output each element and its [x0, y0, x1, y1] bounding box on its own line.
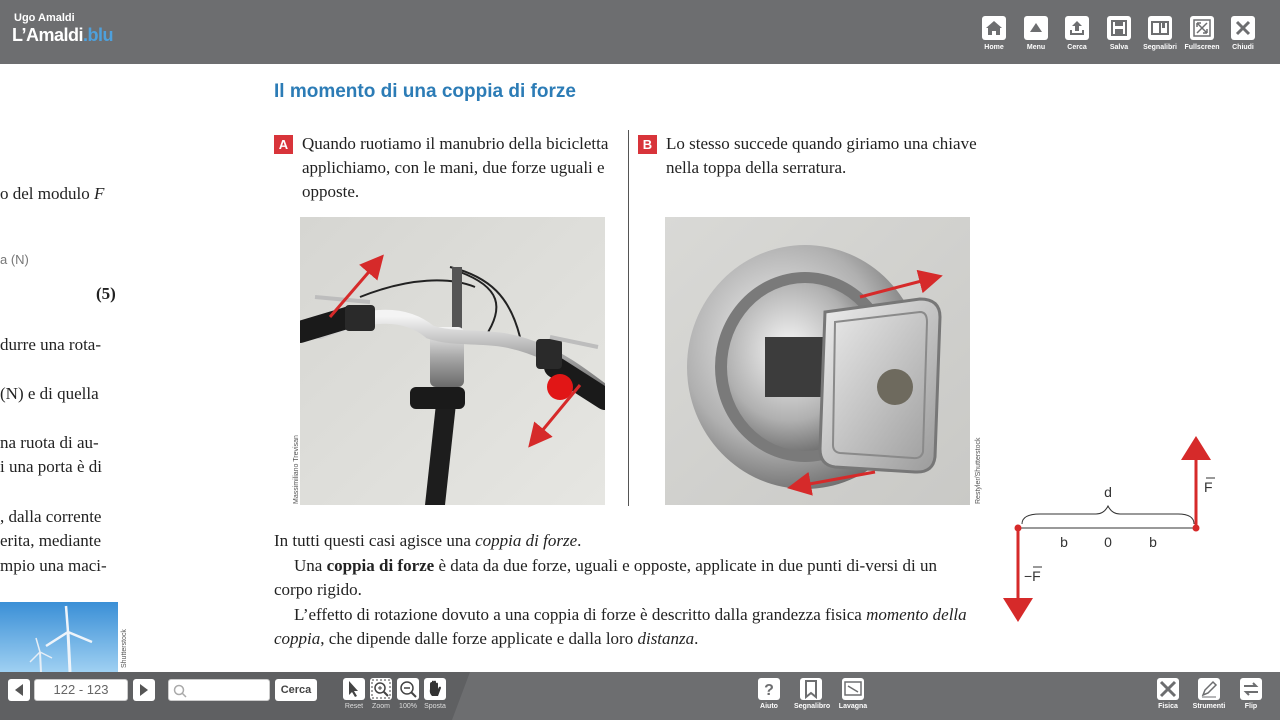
bookmarks-icon: [1148, 16, 1172, 40]
key-lock-photo: [665, 217, 970, 505]
prev-page-button[interactable]: [8, 679, 30, 701]
label-d: d: [1104, 484, 1112, 500]
left-line: a (N): [0, 252, 29, 267]
left-line: na ruota di au-: [0, 433, 99, 452]
sposta-tool[interactable]: Sposta: [423, 678, 447, 710]
section-title: Il momento di una coppia di forze: [274, 81, 576, 102]
segnalibro-button[interactable]: Segnalibro: [794, 678, 828, 710]
left-line: i una porta è di: [0, 457, 102, 476]
pencil-icon: [1198, 678, 1220, 700]
label-b-left: b: [1060, 534, 1068, 550]
badge-b: B: [638, 135, 657, 154]
left-page: [0, 64, 130, 672]
left-line: durre una rota-: [0, 335, 102, 354]
photo-credit-b: Restyler/Shutterstock: [975, 437, 982, 504]
arrow-right-icon: [133, 679, 155, 701]
home-button[interactable]: Home: [973, 16, 1015, 51]
photo-credit-a: Massimiliano Trevisan: [293, 435, 300, 504]
label-zero: 0: [1104, 534, 1112, 550]
force-couple-diagram: [1000, 434, 1230, 624]
zoom-area-icon: [370, 678, 392, 700]
equation-number: (5): [96, 284, 116, 303]
left-line: o del modulo F: [0, 184, 105, 203]
search-field[interactable]: [168, 679, 270, 701]
menu-icon: [1024, 16, 1048, 40]
brand-title: L’Amaldi: [12, 25, 84, 45]
label-force-up: F: [1204, 479, 1213, 495]
bookmark-icon: [800, 678, 822, 700]
caption-b-text: Lo stesso succede quando giriamo una chiave nella toppa della serratura.: [666, 134, 977, 177]
paragraph-3: L’effetto di rotazione dovuto a una coppia di forze è descritto dalla grandezza fisica momento della coppia, che dipende dalle forze applicate e dalla loro distanza.: [274, 604, 967, 648]
book-page: [0, 64, 1280, 672]
caption-b: [638, 132, 978, 180]
label-force-down: −F: [1024, 568, 1041, 584]
caption-a: [274, 132, 614, 204]
salva-button[interactable]: Salva: [1098, 16, 1140, 51]
segnalibri-button[interactable]: Segnalibri: [1139, 16, 1181, 51]
close-icon: [1231, 16, 1255, 40]
upload-icon: [1065, 16, 1089, 40]
brand-suffix: .blu: [83, 25, 114, 45]
home-icon: [982, 16, 1006, 40]
bicycle-handlebar-photo: [300, 217, 605, 505]
paragraph-2: Una coppia di forze è data da due forze, uguali e opposte, applicate in due punti di-versi di un corpo rigido.: [274, 555, 937, 599]
zoom-100-tool[interactable]: 100%: [396, 678, 420, 710]
search-icon: [173, 684, 187, 698]
flip-icon: [1240, 678, 1262, 700]
fisica-button[interactable]: Fisica: [1155, 678, 1181, 710]
aiuto-button[interactable]: ? Aiuto: [756, 678, 782, 710]
body-text: [274, 529, 974, 652]
svg-text:?: ?: [764, 682, 774, 699]
left-line: , dalla corrente: [0, 507, 102, 526]
whiteboard-icon: [842, 678, 864, 700]
reset-tool[interactable]: Reset: [342, 678, 366, 710]
search-button[interactable]: Cerca: [275, 679, 317, 701]
column-divider: [628, 130, 629, 506]
badge-a: A: [274, 135, 293, 154]
page-number-field[interactable]: 122 - 123: [34, 679, 128, 701]
menu-button[interactable]: Menu: [1015, 16, 1057, 51]
paragraph-1: In tutti questi casi agisce una coppia di forze.: [274, 531, 582, 550]
brand-logo: [12, 25, 113, 46]
caption-a-text: Quando ruotiamo il manubrio della bicicletta applichiamo, con le mani, due forze uguali e opposte.: [302, 134, 609, 201]
photo-credit: Shutterstock: [121, 629, 128, 668]
left-line: erita, mediante: [0, 531, 102, 550]
hand-icon: [424, 678, 446, 700]
zoom-tool[interactable]: Zoom: [369, 678, 393, 710]
tools-icon: [1157, 678, 1179, 700]
brand-author: Ugo Amaldi: [14, 12, 75, 24]
strumenti-button[interactable]: Strumenti: [1192, 678, 1226, 710]
pointer-icon: [343, 678, 365, 700]
next-page-button[interactable]: [133, 679, 155, 701]
arrow-left-icon: [8, 679, 30, 701]
lavagna-button[interactable]: Lavagna: [838, 678, 868, 710]
left-line: mpio una maci-: [0, 556, 107, 575]
top-toolbar: [0, 0, 1280, 64]
wind-turbine-photo: [0, 602, 118, 672]
save-icon: [1107, 16, 1131, 40]
flip-button[interactable]: Flip: [1238, 678, 1264, 710]
zoom-out-icon: [397, 678, 419, 700]
label-b-right: b: [1149, 534, 1157, 550]
fullscreen-button[interactable]: Fullscreen: [1181, 16, 1223, 51]
left-line: (N) e di quella: [0, 384, 99, 403]
bottom-toolbar: [0, 672, 1280, 720]
search-input[interactable]: [189, 682, 265, 698]
chiudi-button[interactable]: Chiudi: [1222, 16, 1264, 51]
help-icon: [758, 678, 780, 700]
cerca-button[interactable]: Cerca: [1056, 16, 1098, 51]
fullscreen-icon: [1190, 16, 1214, 40]
